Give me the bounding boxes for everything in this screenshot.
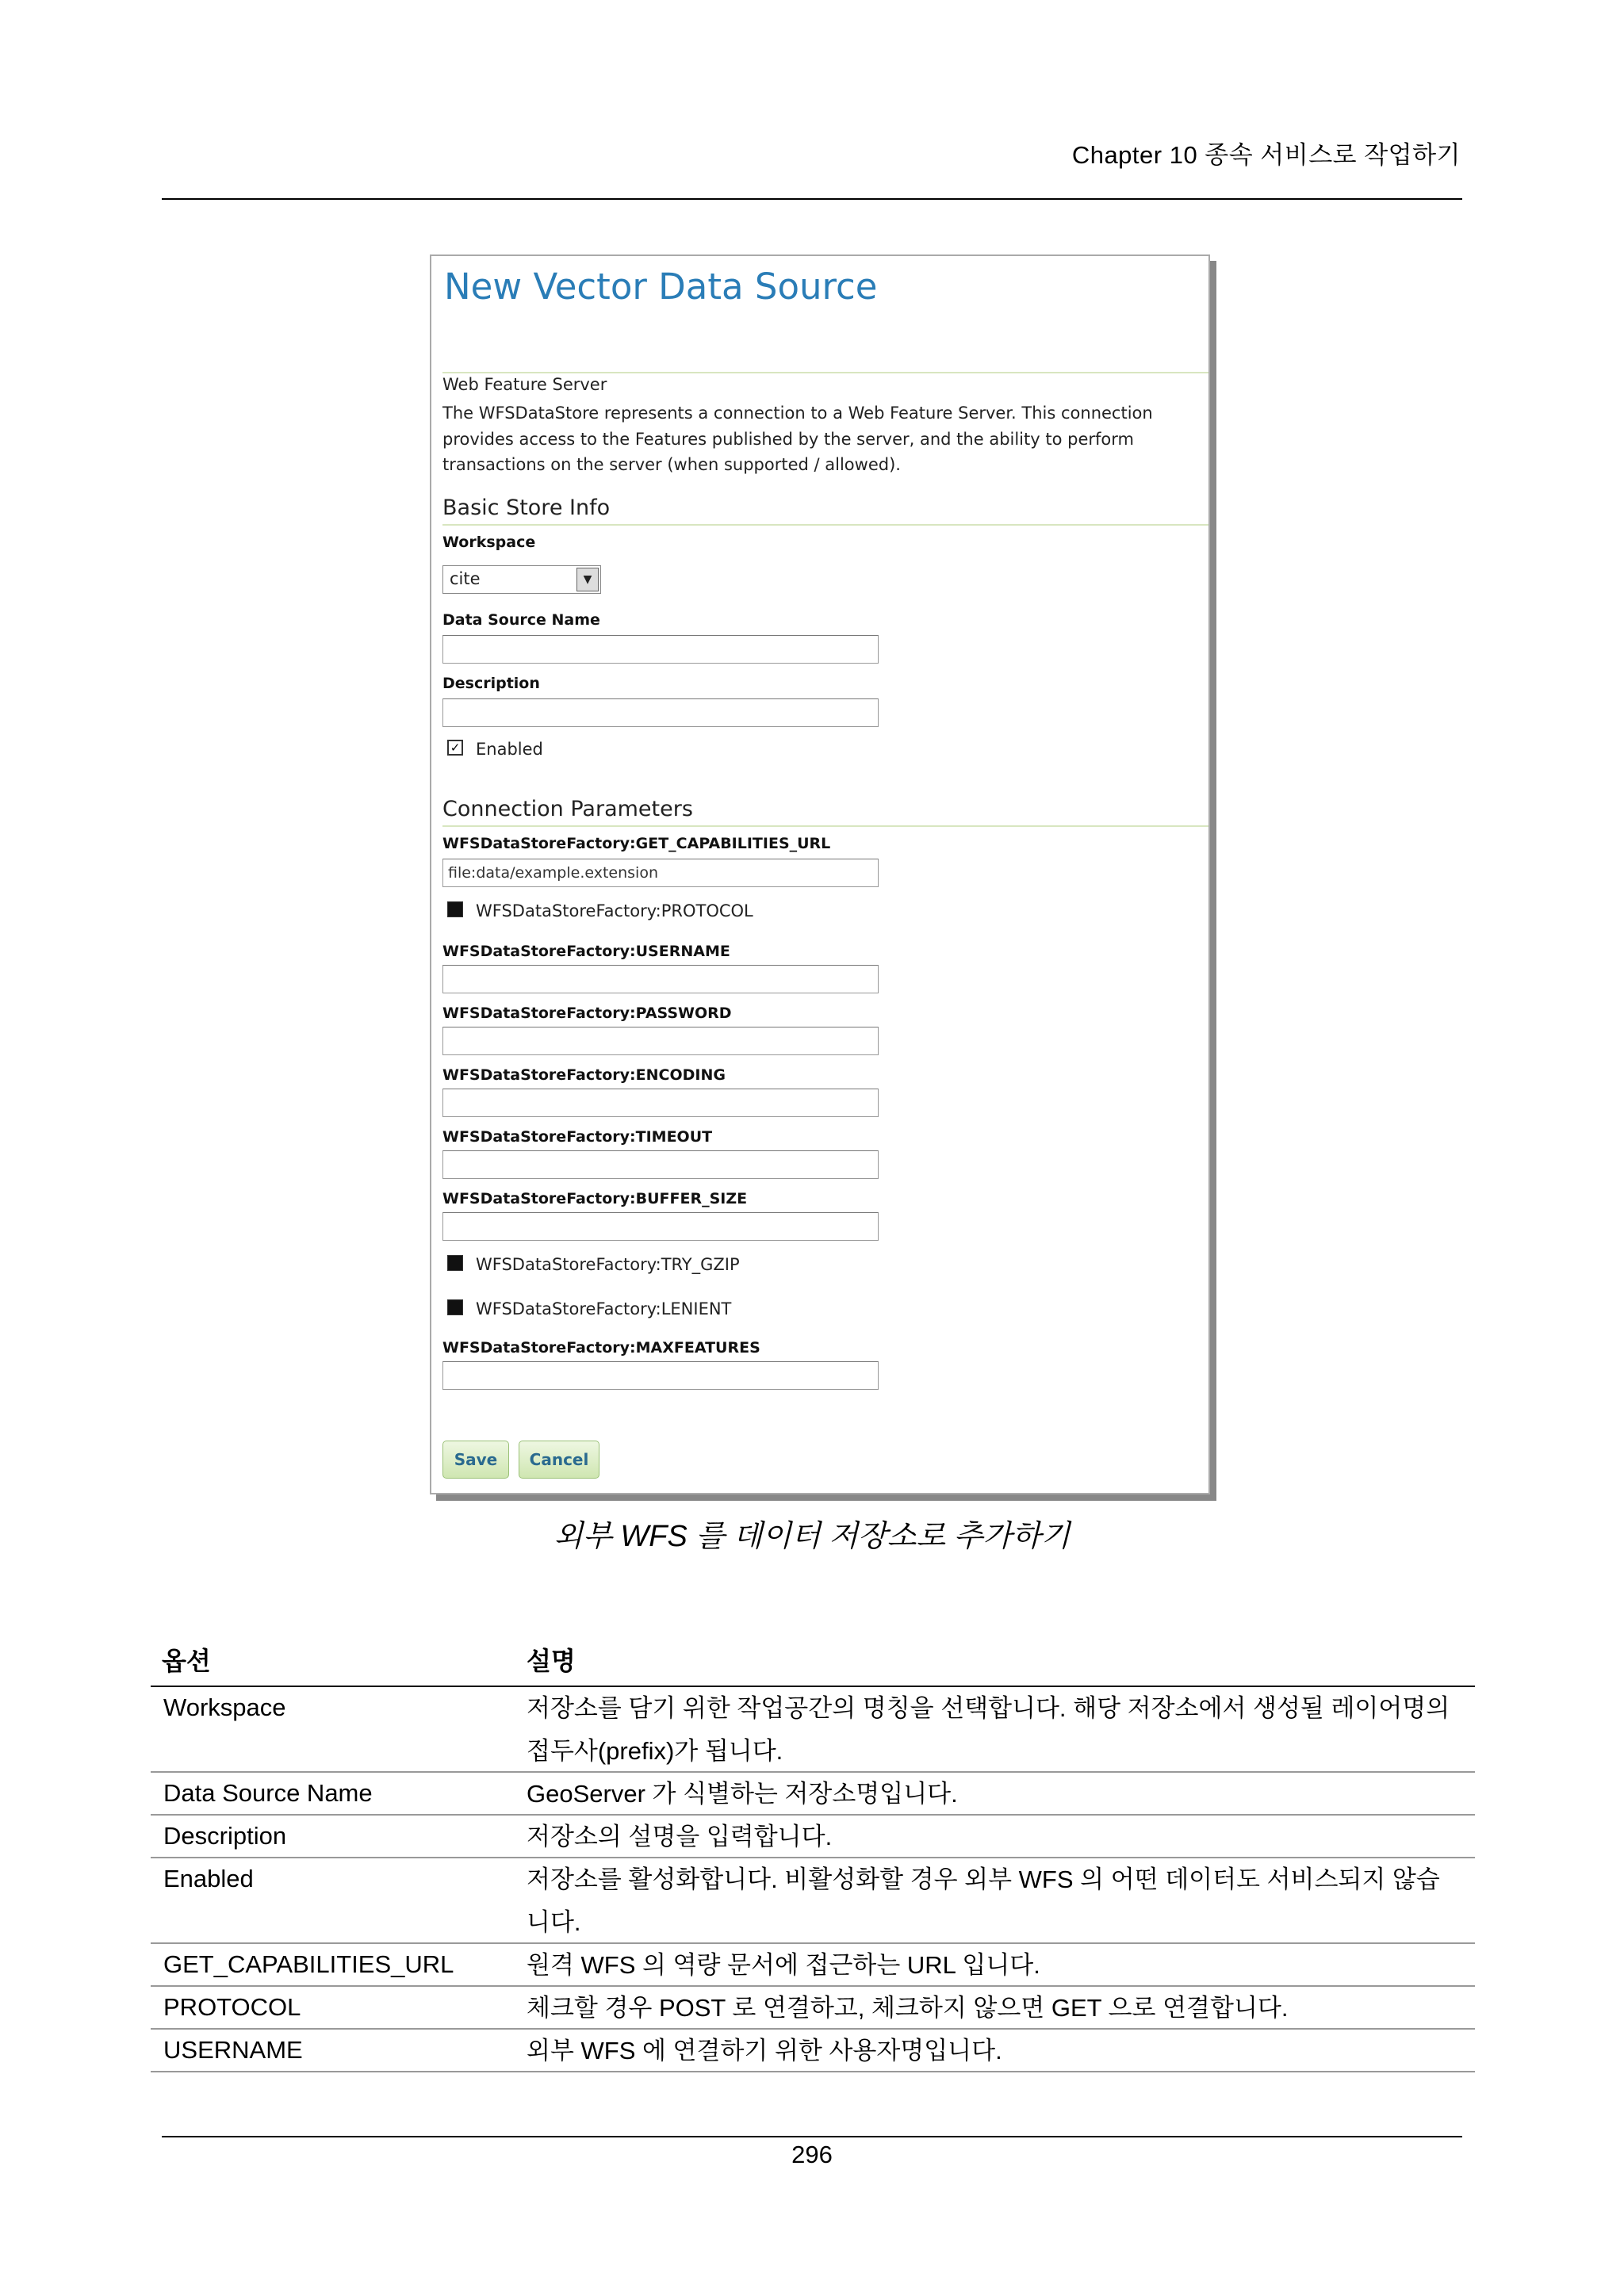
workspace-selected-value: cite <box>450 569 481 588</box>
column-header-description: 설명 <box>527 1647 576 1675</box>
lenient-label: WFSDataStoreFactory:LENIENT <box>476 1299 732 1318</box>
row-description: 외부 WFS 에 연결하기 위한 사용자명입니다. <box>527 2037 1002 2064</box>
password-label: WFSDataStoreFactory:PASSWORD <box>442 1004 732 1022</box>
try-gzip-label: WFSDataStoreFactory:TRY_GZIP <box>476 1255 740 1274</box>
row-option: Enabled <box>163 1865 254 1892</box>
password-input[interactable] <box>442 1027 879 1055</box>
try-gzip-checkbox[interactable] <box>447 1255 463 1271</box>
store-type: Web Feature Server <box>442 375 607 394</box>
table-row <box>151 1858 1475 1944</box>
encoding-label: WFSDataStoreFactory:ENCODING <box>442 1066 726 1084</box>
row-description: 원격 WFS 의 역량 문서에 접근하는 URL 입니다. <box>527 1951 1040 1979</box>
row-option: Data Source Name <box>163 1779 373 1807</box>
row-option: PROTOCOL <box>163 1993 301 2021</box>
enabled-checkbox[interactable]: ✓ <box>447 740 463 756</box>
get-capabilities-url-label: WFSDataStoreFactory:GET_CAPABILITIES_URL <box>442 835 831 852</box>
dropdown-arrow-icon[interactable]: ▼ <box>576 568 599 591</box>
protocol-label: WFSDataStoreFactory:PROTOCOL <box>476 901 753 920</box>
protocol-checkbox[interactable] <box>447 901 463 917</box>
username-input[interactable] <box>442 965 879 993</box>
maxfeatures-label: WFSDataStoreFactory:MAXFEATURES <box>442 1339 760 1357</box>
table-row <box>151 1773 1475 1816</box>
enabled-label: Enabled <box>476 740 543 759</box>
table-row <box>151 1944 1475 1987</box>
maxfeatures-input[interactable] <box>442 1361 879 1390</box>
data-source-name-input[interactable] <box>442 635 879 664</box>
table-row <box>151 1816 1475 1858</box>
cancel-button[interactable]: Cancel <box>519 1441 599 1479</box>
page-number: 296 <box>791 2141 833 2168</box>
workspace-select[interactable] <box>442 565 601 594</box>
encoding-input[interactable] <box>442 1089 879 1117</box>
row-description: 체크할 경우 POST 로 연결하고, 체크하지 않으면 GET 으로 연결합니다. <box>527 1994 1289 2022</box>
connection-section-divider <box>442 825 1208 827</box>
table-row <box>151 1987 1475 2030</box>
workspace-label: Workspace <box>442 534 536 551</box>
title-divider <box>442 372 1208 373</box>
save-button[interactable]: Save <box>442 1441 509 1479</box>
form-title: New Vector Data Source <box>444 266 878 308</box>
row-option: USERNAME <box>163 2036 303 2064</box>
table-row <box>151 1687 1475 1773</box>
data-source-name-label: Data Source Name <box>442 611 600 629</box>
connection-parameters-heading: Connection Parameters <box>442 797 693 821</box>
buffer-size-label: WFSDataStoreFactory:BUFFER_SIZE <box>442 1190 748 1207</box>
footer-divider <box>162 2136 1462 2137</box>
row-description: 저장소를 활성화합니다. 비활성화할 경우 외부 WFS 의 어떤 데이터도 서비스되지 않습니다. <box>527 1866 1440 1936</box>
buffer-size-input[interactable] <box>442 1212 879 1241</box>
description-input[interactable] <box>442 698 879 727</box>
row-option: GET_CAPABILITIES_URL <box>163 1950 454 1978</box>
column-header-option: 옵션 <box>162 1647 211 1675</box>
row-option: Workspace <box>163 1693 286 1721</box>
basic-store-info-heading: Basic Store Info <box>442 496 611 520</box>
new-vector-data-source-form <box>430 254 1210 1494</box>
row-option: Description <box>163 1822 287 1850</box>
lenient-checkbox[interactable] <box>447 1299 463 1315</box>
get-capabilities-url-input[interactable]: file:data/example.extension <box>442 859 879 887</box>
store-description: The WFSDataStore represents a connection to a Web Feature Server. This connection provides access to the Features published by the server, and the ability to perform transactions on the server (when supported / allowed). <box>442 404 1153 474</box>
timeout-label: WFSDataStoreFactory:TIMEOUT <box>442 1128 713 1146</box>
table-row <box>151 2030 1475 2072</box>
header-divider <box>162 198 1462 200</box>
description-label: Description <box>442 675 540 692</box>
row-description: 저장소의 설명을 입력합니다. <box>527 1823 833 1850</box>
username-label: WFSDataStoreFactory:USERNAME <box>442 943 730 960</box>
timeout-input[interactable] <box>442 1150 879 1179</box>
basic-section-divider <box>442 524 1208 526</box>
figure-caption: 외부 WFS 를 데이터 저장소로 추가하기 <box>553 1520 1071 1553</box>
row-description: 저장소를 담기 위한 작업공간의 명칭을 선택합니다. 해당 저장소에서 생성될 레이어명의 접두사(prefix)가 됩니다. <box>527 1694 1450 1765</box>
chapter-header: Chapter 10 종속 서비스로 작업하기 <box>1071 141 1461 169</box>
row-description: GeoServer 가 식별하는 저장소명입니다. <box>527 1780 958 1808</box>
